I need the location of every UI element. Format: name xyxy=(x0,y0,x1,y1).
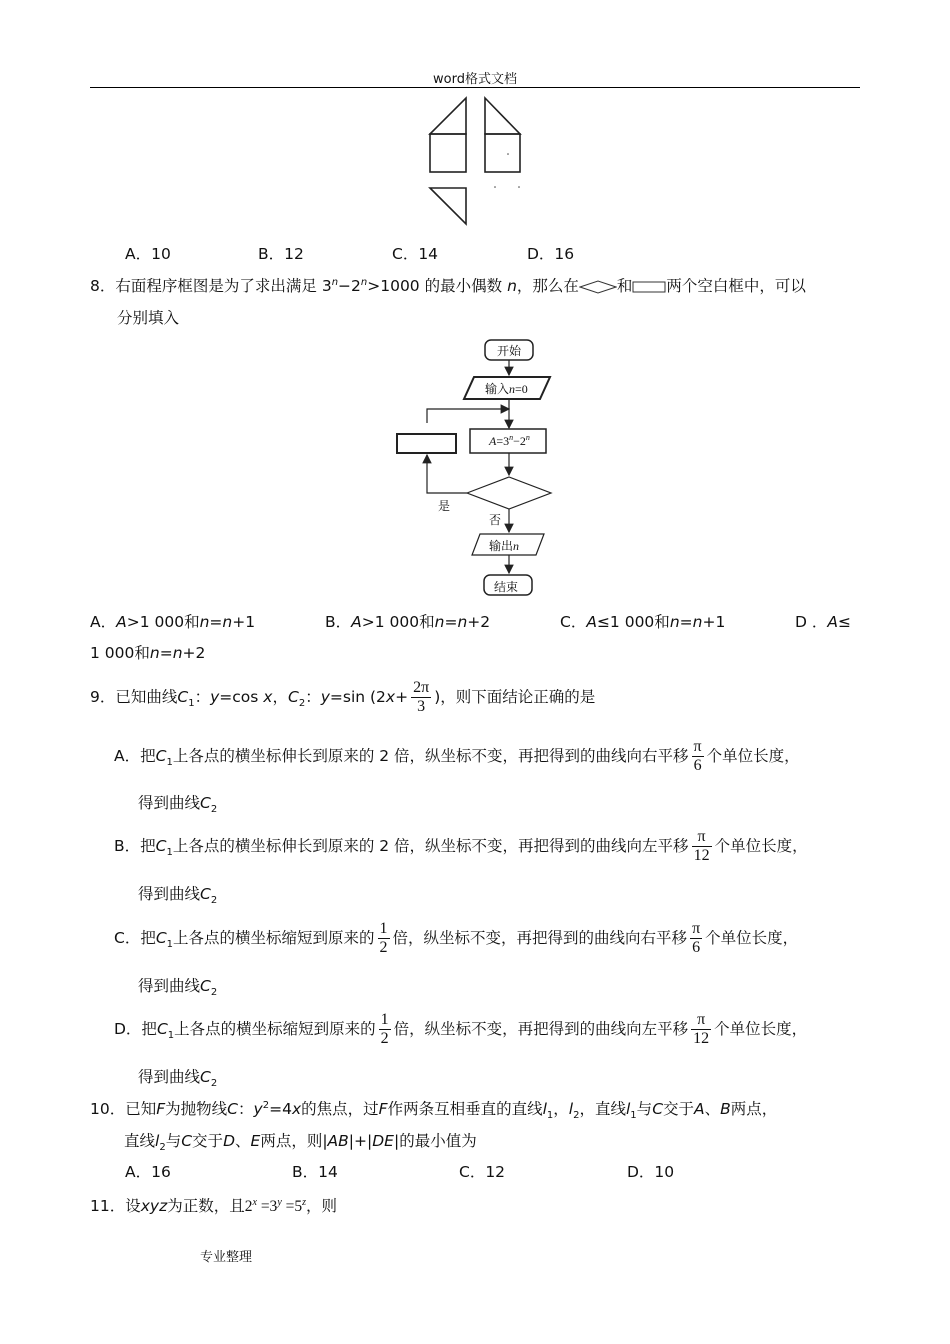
flow-assign-label: $A=3^n-2^n$ xyxy=(489,433,530,448)
flow-start-label: 开始 xyxy=(497,344,522,358)
q8-option-b: B．A>1 000和n=n+2 xyxy=(325,613,491,631)
side-view-triangle xyxy=(485,98,520,134)
q10-option-c: C．12 xyxy=(459,1163,506,1181)
q9-option-d: D．把$C_1$上各点的横坐标缩短到原来的 $\frac{1}{2}$ 倍，纵坐标不变，再把得到的曲线向左平移 $\frac{\pi}{12}$ 个单位长度， xyxy=(114,1010,808,1047)
q8-option-a: A．A>1 000和n=n+1 xyxy=(90,613,256,631)
q9-option-d-line2: 得到曲线$C_2$ xyxy=(138,1068,218,1090)
side-view-square xyxy=(485,134,520,172)
flow-input-label: 输入n=0 xyxy=(485,382,528,396)
q8-stem-line2: 分别填入 xyxy=(117,309,180,327)
flow-blank-rect xyxy=(397,434,456,453)
header-rule xyxy=(90,87,860,88)
front-view-square xyxy=(430,134,466,172)
flow-no-label: 否 xyxy=(489,513,502,527)
q7-option-d: D．16 xyxy=(527,245,575,263)
q9-option-b-line2: 得到曲线$C_2$ xyxy=(138,885,218,907)
flowchart xyxy=(390,333,560,603)
q10-stem: 10．已知F为抛物线C：$y^2=4x$的焦点，过F作两条互相垂直的直线$l_1$，$l_2$，直线$l_1$与C交于A、B两点， xyxy=(90,1099,778,1122)
q7-option-b: B．12 xyxy=(258,245,304,263)
q10-option-b: B．14 xyxy=(292,1163,338,1181)
q8-option-c: C．A≤1 000和n=n+1 xyxy=(560,613,726,631)
q10-option-d: D．10 xyxy=(627,1163,675,1181)
q8-option-d: D ．A≤ xyxy=(795,613,851,631)
q7-option-c: C．14 xyxy=(392,245,439,263)
q9-option-c-line2: 得到曲线$C_2$ xyxy=(138,977,218,999)
q9-option-c: C．把$C_1$上各点的横坐标缩短到原来的 $\frac{1}{2}$ 倍，纵坐标不变，再把得到的曲线向右平移 $\frac{\pi}{6}$ 个单位长度， xyxy=(114,919,799,956)
flow-output-label: 输出n xyxy=(489,539,520,553)
q8-stem: 8．右面程序框图是为了求出满足 $3^n-2^n>1000$ 的最小偶数 n，那么在 和 两个空白框中，可以 xyxy=(90,276,806,295)
rectangle-blank-icon xyxy=(632,281,666,293)
q9-option-b: B．把$C_1$上各点的横坐标伸长到原来的 2 倍，纵坐标不变，再把得到的曲线向左平移 $\frac{\pi}{12}$ 个单位长度， xyxy=(114,827,808,864)
q8-option-d-line2: 1 000和n=n+2 xyxy=(90,644,206,662)
front-view-triangle xyxy=(430,98,466,134)
diamond-blank-icon xyxy=(579,280,617,294)
q10-option-a: A．16 xyxy=(125,1163,171,1181)
q9-option-a-line2: 得到曲线$C_2$ xyxy=(138,794,218,816)
q9-fraction: $\frac{2\pi}{3}$ xyxy=(413,678,430,715)
top-view-triangle xyxy=(430,188,466,224)
q7-option-a: A．10 xyxy=(125,245,171,263)
q9-option-a: A．把$C_1$上各点的横坐标伸长到原来的 2 倍，纵坐标不变，再把得到的曲线向右平移 $\frac{\pi}{6}$ 个单位长度， xyxy=(114,737,800,774)
three-view-figure xyxy=(420,94,530,229)
q11-stem: 11．设xyz为正数，且$2^x =3^y =5^z$，则 xyxy=(90,1196,338,1215)
page-header: word格式文档 xyxy=(433,72,517,87)
flow-decision-diamond xyxy=(467,477,551,509)
page-footer: 专业整理 xyxy=(200,1250,253,1265)
flow-yes-label: 是 xyxy=(438,499,451,513)
q10-stem-line2: 直线$l_2$与C交于D、E两点，则|AB|+|DE|的最小值为 xyxy=(124,1132,477,1154)
q9-stem: 9．已知曲线$C_1$：y=cos x，$C_2$：y=sin (2x+ $\frac{2\pi}{3}$ )，则下面结论正确的是 xyxy=(90,678,596,715)
flow-end-label: 结束 xyxy=(494,580,519,594)
